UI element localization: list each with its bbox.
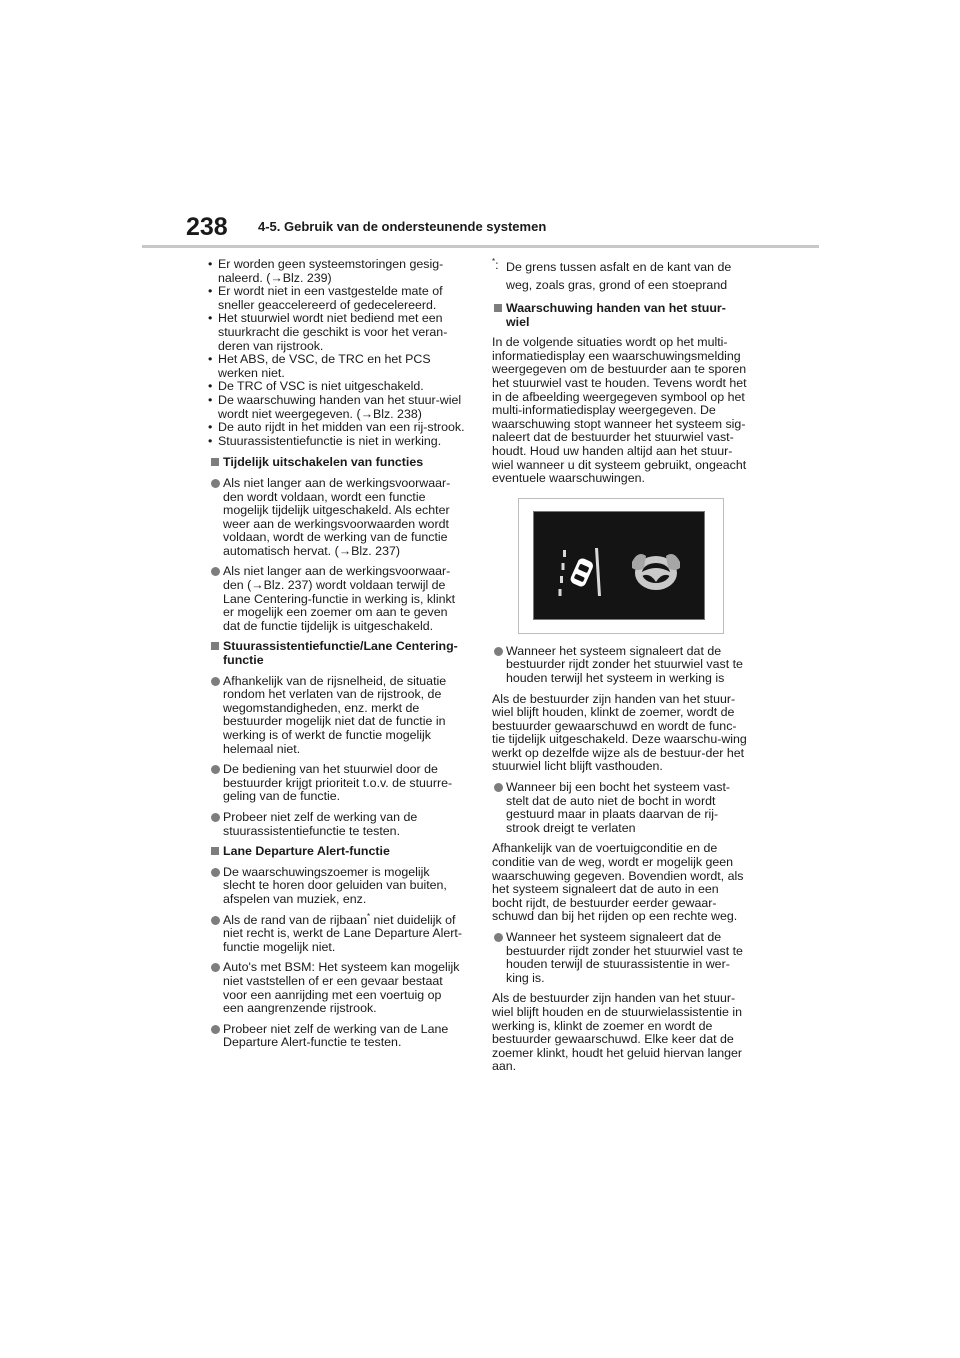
round-bullet-icon <box>211 963 220 972</box>
paragraph: Afhankelijk van de voertuigconditie en de conditie van de weg, wordt er mogelijk geen waarschuwing gegeven. Bovendien wordt, als het systeem signaleert dat de auto in een bocht rijdt, de bestuurder eerder gewaar-schuwd dan bij het rijden op een rechte weg. <box>492 841 744 924</box>
round-bullet-icon <box>211 567 220 576</box>
item-text: Auto's met BSM: Het systeem kan mogelijk niet vaststellen of er een gevaar bestaat voor een aanrijding met een voertuig op een aangrenzende rijstrook. <box>223 960 460 1016</box>
right-column <box>492 258 748 1081</box>
left-column <box>209 258 465 1057</box>
page-number: 238 <box>186 213 228 241</box>
item-text: Wanneer het systeem signaleert dat de bestuurder rijdt zonder het stuurwiel vast te houden terwijl de stuurassistentie in wer-king is. <box>506 930 743 985</box>
list-item <box>209 911 465 955</box>
footnote-separator: : <box>495 258 499 272</box>
paragraph: Als de bestuurder zijn handen van het stuur-wiel blijft houden en de stuurwielassistentie in werking is, klinkt de zoemer en wordt de bestuurder gewaarschuwd. Elke keer dat de zoemer klinkt, houdt het geluid hiervan langer aan. <box>492 991 743 1074</box>
list-item: • De auto rijdt in het midden van een rij-strook. <box>209 421 465 435</box>
lane-departure-icon <box>559 548 602 596</box>
footnote-marker: * <box>492 256 496 266</box>
item-text: Afhankelijk van de rijsnelheid, de situatie rondom het verlaten van de rijstrook, de wegomstandigheden, enz. merkt de bestuurder mogelijk niet dat de functie in werking is of werkt de functie mogelijk helemaal niet. <box>223 673 447 756</box>
item-text-part: niet duidelijk of niet recht is, werkt de Lane Departure Alert-functie mogelijk niet. <box>223 912 462 954</box>
round-bullet-icon <box>494 783 503 792</box>
list-item <box>209 866 465 907</box>
square-bullet-icon <box>211 642 219 650</box>
list-item: • Er wordt niet in een vastgestelde mate of sneller geaccelereerd of gedecelereerd. <box>209 285 465 312</box>
list-item: • Het stuurwiel wordt niet bediend met een stuurkracht die geschikt is voor het veran-deren van rijstrook. <box>209 312 465 353</box>
list-item <box>209 763 465 804</box>
square-bullet-icon <box>494 304 502 312</box>
item-text: Wanneer het systeem signaleert dat de bestuurder rijdt zonder het stuurwiel vast te houden terwijl het systeem in werking is <box>506 643 743 685</box>
round-bullet-icon <box>211 677 220 686</box>
section-title: Tijdelijk uitschakelen van functies <box>223 455 424 470</box>
round-bullet-icon <box>494 647 503 656</box>
list-item <box>209 565 465 633</box>
list-item <box>209 477 465 559</box>
section-title: Waarschuwing handen van het stuur-wiel <box>506 301 726 329</box>
item-text: De waarschuwingszoemer is mogelijk slecht te horen door geluiden van buiten, afspelen van muziek, enz. <box>223 864 447 906</box>
item-text-part: Als de rand van de rijbaan <box>223 912 367 927</box>
round-bullet-icon <box>211 479 220 488</box>
section-heading <box>492 302 748 329</box>
round-bullet-icon <box>211 765 220 774</box>
section-title: Lane Departure Alert-functie <box>223 844 390 859</box>
list-item <box>209 811 465 838</box>
item-text: Probeer niet zelf de werking van de Lane Departure Alert-functie te testen. <box>223 1021 449 1050</box>
hands-on-wheel-icon <box>632 554 680 590</box>
list-item <box>492 645 748 686</box>
round-bullet-icon <box>211 868 220 877</box>
chapter-title: 4-5. Gebruik van de ondersteunende systemen <box>258 219 547 234</box>
list-item: • De waarschuwing handen van het stuur-wiel wordt niet weergegeven. (→Blz. 238) <box>209 394 465 421</box>
section-title: Stuurassistentiefunctie/Lane Centering-functie <box>223 639 458 668</box>
item-text: De bediening van het stuurwiel door de bestuurder krijgt prioriteit t.o.v. de stuurre-geling van de functie. <box>223 762 453 804</box>
footnote-label <box>492 256 499 274</box>
list-item: • Er worden geen systeemstoringen gesig-naleerd. (→Blz. 239) <box>209 258 465 285</box>
round-bullet-icon <box>211 916 220 925</box>
round-bullet-icon <box>494 933 503 942</box>
item-text: Probeer niet zelf de werking van de stuurassistentiefunctie te testen. <box>223 809 418 838</box>
list-item: • De TRC of VSC is niet uitgeschakeld. <box>209 380 465 394</box>
list-item <box>209 675 465 757</box>
list-item <box>492 931 748 985</box>
paragraph: Als de bestuurder zijn handen van het stuur-wiel blijft houden, klinkt de zoemer, wordt de bestuurder gewaarschuwd en wordt de func-tie tijdelijk uitgeschakeld. Deze waarschu-wing werkt op dezelfde wijze als de bestuur-der het stuurwiel licht blijft vasthouden. <box>492 691 747 774</box>
item-text: Als niet langer aan de werkingsvoorwaar-den wordt voldaan, wordt een functie mogelijk tijdelijk uitgeschakeld. Als echter weer aan de werkingsvoorwaarden wordt voldaan, wordt de werking van de functie automatisch hervat. (→Blz. 237) <box>223 475 451 558</box>
footnote-marker: * <box>366 911 371 921</box>
square-bullet-icon <box>211 458 219 466</box>
section-heading <box>209 640 465 667</box>
round-bullet-icon <box>211 1025 220 1034</box>
list-item: • Het ABS, de VSC, de TRC en het PCS werken niet. <box>209 353 465 380</box>
list-item <box>492 781 748 835</box>
round-bullet-icon <box>211 813 220 822</box>
section-intro: In de volgende situaties wordt op het multi-informatiedisplay een waarschuwingsmelding weergegeven om de bestuurder aan te sporen het stuurwiel vast te houden. Tevens wordt het in de afbeelding weergegeven symbool op het multi-informatiedisplay weergegeven. De waarschuwing stopt wanneer het systeem sig-naleert dat de bestuurder het stuurwiel vast-houdt. Houd uw handen altijd aan het stuur-wiel wanneer u dit systeem gebruikt, ongeacht eventuele waarschuwingen. <box>492 335 747 486</box>
item-text <box>223 913 462 954</box>
multi-information-display <box>533 511 705 620</box>
section-heading <box>209 845 465 859</box>
footnote-text: De grens tussen asfalt en de kant van de weg, zoals gras, grond of een stoeprand <box>506 260 732 292</box>
list-item <box>209 961 465 1015</box>
display-illustration <box>518 498 724 634</box>
condition-list <box>209 258 465 448</box>
list-item: • Stuurassistentiefunctie is niet in werking. <box>209 435 465 449</box>
section-heading <box>209 456 465 470</box>
item-text: Wanneer bij een bocht het systeem vast-stelt dat de auto niet de bocht in wordt gestuurd maar in plaats daarvan de rij-strook dreigt te verlaten <box>506 780 731 835</box>
item-text: Als niet langer aan de werkingsvoorwaar-den (→Blz. 237) wordt voldaan terwijl de Lane Centering-functie in werking is, klinkt er mogelijk een zoemer om aan te geven dat de functie tijdelijk is uitgeschakeld. <box>223 564 456 633</box>
square-bullet-icon <box>211 847 219 855</box>
display-icons <box>534 512 704 619</box>
footnote <box>492 258 748 294</box>
list-item <box>209 1023 465 1050</box>
header-rule <box>142 245 819 248</box>
